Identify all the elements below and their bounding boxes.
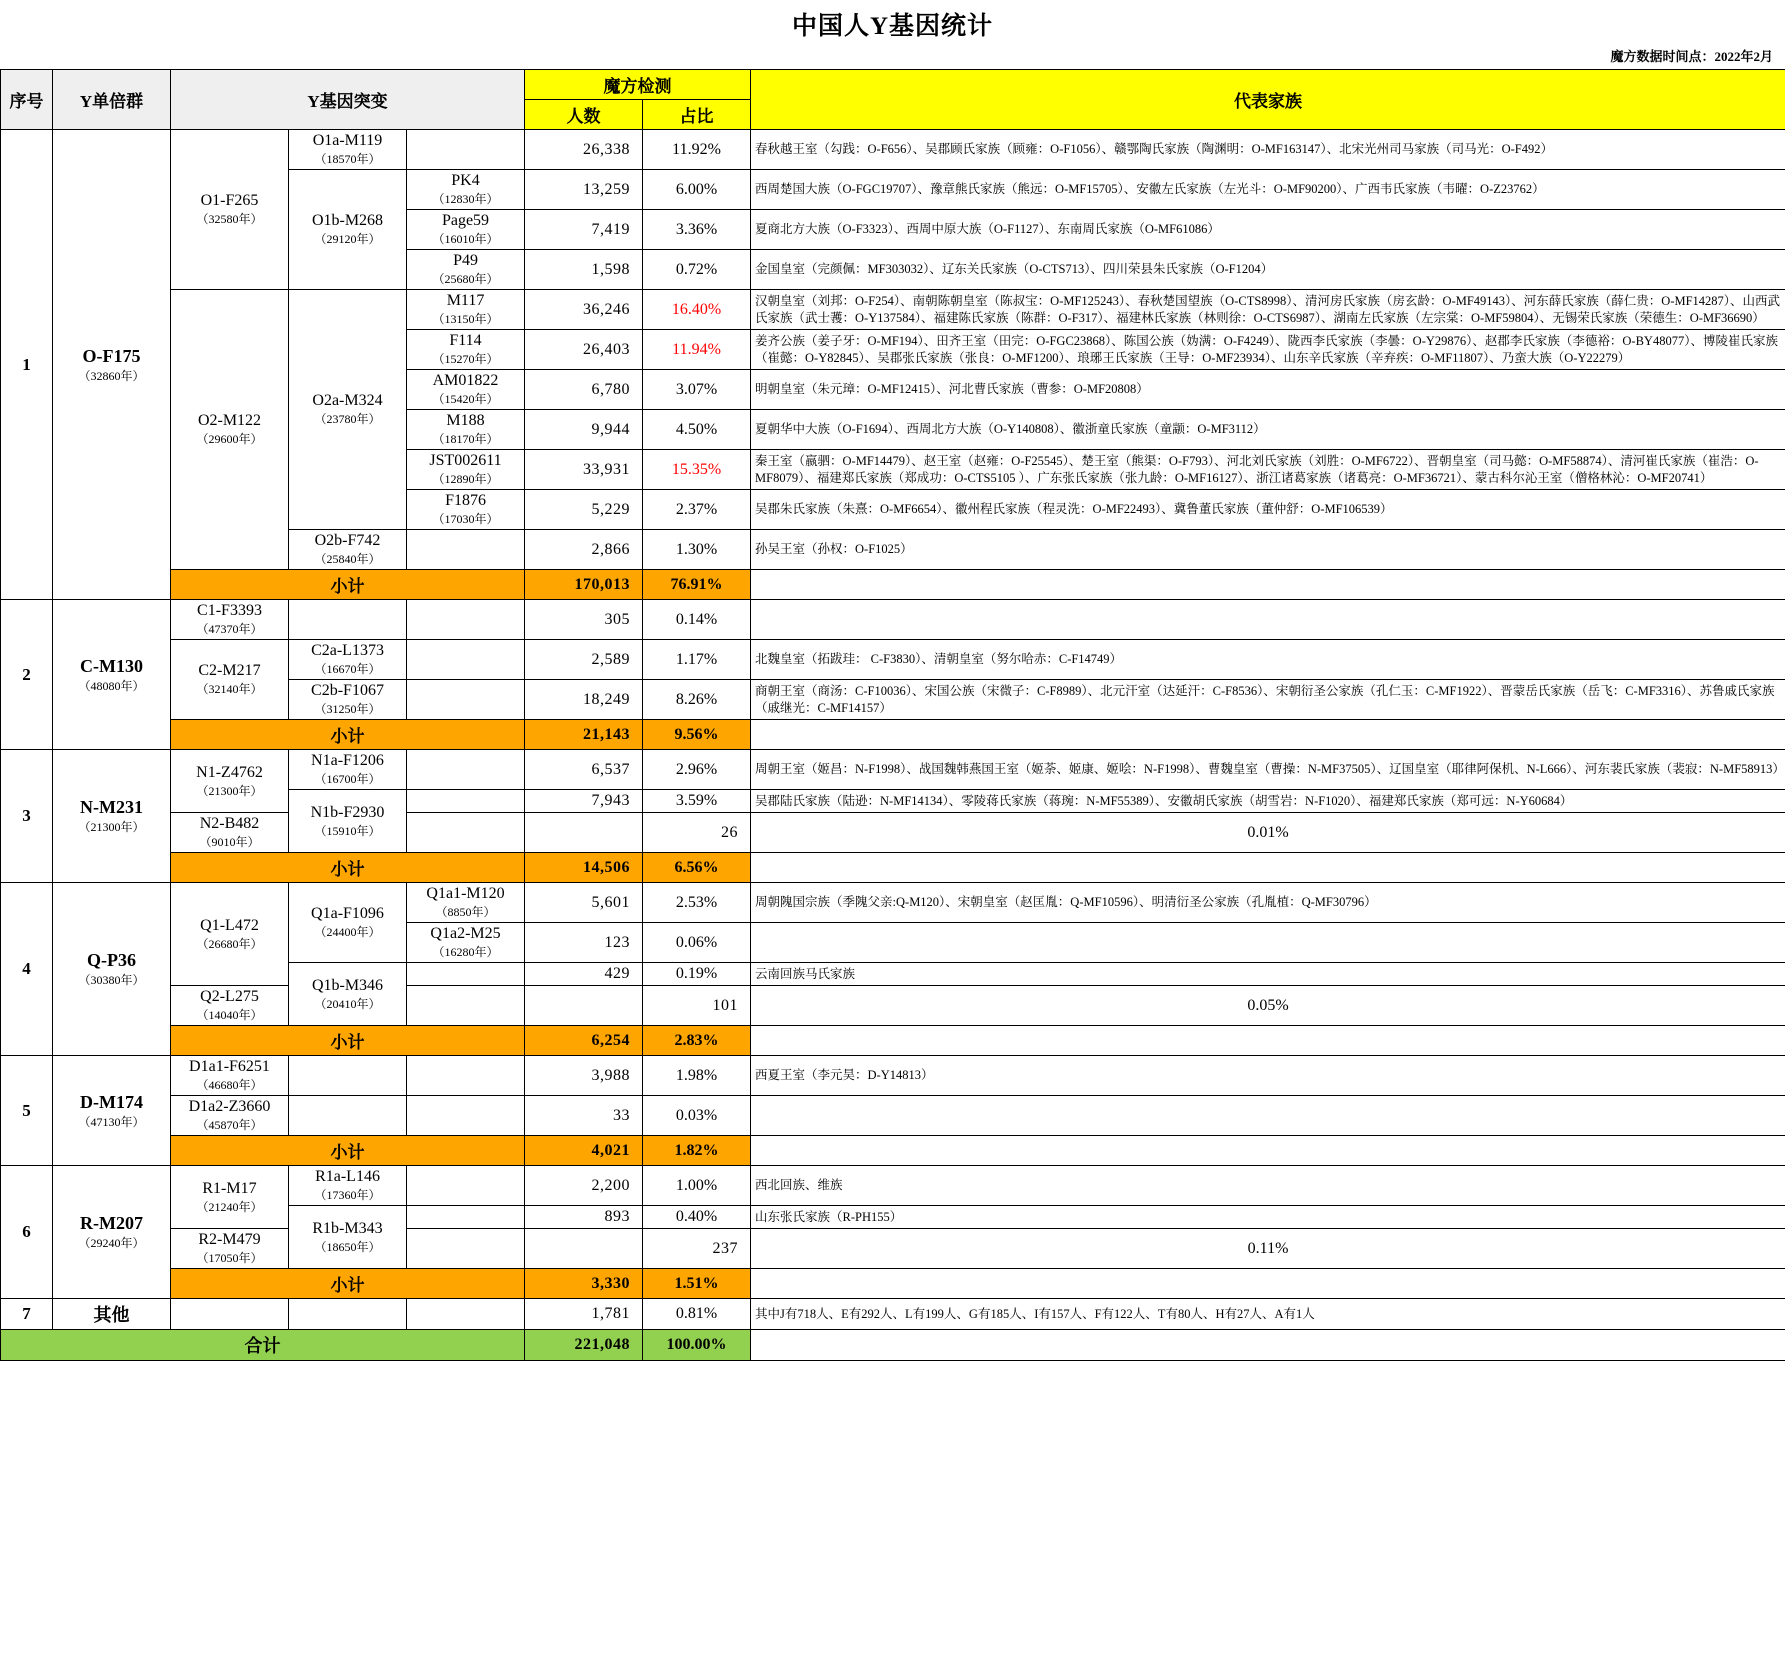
detect-count: 26,403 xyxy=(525,330,643,370)
mutation-cell-m2 xyxy=(289,963,407,1026)
table-row xyxy=(1,813,1785,853)
representative-families: 春秋越王室（勾践：O-F656）、吴郡顾氏家族（顾雍：O-F1056）、赣鄂陶氏家族（陶渊明：O-MF163147）、北宋光州司马家族（司马光：O-F492） xyxy=(751,130,1785,170)
mutation-cell-m1 xyxy=(171,1229,289,1269)
subtotal-count: 3,330 xyxy=(525,1269,643,1299)
detect-count: 18,249 xyxy=(525,680,643,720)
subtotal-spacer xyxy=(751,1269,1785,1299)
representative-families: 夏商北方大族（O-F3323）、西周中原大族（O-F1127）、东南周氏家族（O-MF61086） xyxy=(751,210,1785,250)
detect-ratio: 1.98% xyxy=(643,1056,751,1096)
mutation-label: O2a-M324 xyxy=(312,392,383,409)
mutation-label: Q1-L472 xyxy=(200,916,259,934)
detect-ratio: 6.00% xyxy=(643,170,751,210)
mutation-label: R1a-L146 xyxy=(315,1168,380,1185)
row-sequence: 5 xyxy=(1,1056,53,1166)
detect-count: 123 xyxy=(525,923,643,963)
mutation-age: （9010年） xyxy=(199,835,260,849)
representative-families: 金国皇室（完颜佩：MF303032）、辽东关氏家族（O-CTS713）、四川荣县朱氏家族（O-F1204） xyxy=(751,250,1785,290)
mutation-age: （17050年） xyxy=(196,1251,263,1265)
mutation-label: O2-M122 xyxy=(197,412,262,429)
detect-ratio: 2.96% xyxy=(643,750,751,790)
mutation-cell-m3 xyxy=(525,986,643,1026)
mutation-cell-m3 xyxy=(407,963,525,986)
detect-ratio: 0.01% xyxy=(751,813,1785,853)
representative-families: 汉朝皇室（刘邦：O-F254）、南朝陈朝皇室（陈叔宝：O-MF125243）、春秋楚国望族（O-CTS8998）、清河房氏家族（房玄龄：O-MF49143）、河东薛氏家族（薛仁贵：O-MF14287）、山西武氏家族（武士彟：O-Y137584）、福建陈氏家族（陈群：O-F317）、福建林氏家族（林则徐：O-CTS6987）、湖南左氏家族（左宗棠：O-MF59804）、无锡荣氏家族（荣德生：O-MF36690） xyxy=(751,290,1785,330)
mutation-cell-m3 xyxy=(407,680,525,720)
mutation-cell-m1 xyxy=(171,1096,289,1136)
detect-ratio: 0.40% xyxy=(643,1206,751,1229)
haplogroup-cell xyxy=(53,1056,171,1166)
mutation-cell-m3 xyxy=(407,883,525,923)
haplogroup-cell xyxy=(53,883,171,1056)
representative-families xyxy=(751,923,1785,963)
mutation-age: （16010年） xyxy=(432,232,499,246)
mutation-age: （25680年） xyxy=(432,272,499,286)
detect-count: 7,419 xyxy=(525,210,643,250)
representative-families: 姜齐公族（姜子牙：O-MF194）、田齐王室（田完：O-FGC23868）、陈国公族（妫满：O-F4249）、陇西李氏家族（李曇：O-Y29876）、赵郡李氏家族（李德裕：O-BY48077）、博陵崔氏家族（崔懿：O-Y82845）、吴郡张氏家族（张良：O-MF1200）、琅琊王氏家族（王导：O-MF23934）、山东辛氏家族（辛弃疾：O-MF11807）、乃蛮大族（O-Y22279） xyxy=(751,330,1785,370)
mutation-age: （46680年） xyxy=(196,1078,263,1092)
mutation-age: （17030年） xyxy=(432,512,499,526)
mutation-age: （15910年） xyxy=(314,823,381,838)
mutation-cell-m2 xyxy=(289,600,407,640)
detect-ratio: 16.40% xyxy=(643,290,751,330)
mutation-cell-m3 xyxy=(407,490,525,530)
mutation-age: （14040年） xyxy=(196,1008,263,1022)
detect-ratio: 2.53% xyxy=(643,883,751,923)
mutation-label: D1a2-Z3660 xyxy=(188,1098,271,1115)
mutation-label: D1a1-F6251 xyxy=(189,1058,270,1075)
representative-families: 西夏王室（李元昊：D-Y14813） xyxy=(751,1056,1785,1096)
subtotal-label: 小计 xyxy=(171,1136,525,1166)
mutation-age: （17360年） xyxy=(314,1188,381,1202)
y-haplogroup-table xyxy=(0,69,1785,1361)
mutation-label: Page59 xyxy=(441,212,490,229)
detect-ratio: 4.50% xyxy=(643,410,751,450)
mutation-cell-m3 xyxy=(407,530,525,570)
mutation-cell-m2 xyxy=(289,130,407,170)
subtotal-row xyxy=(1,570,1785,600)
mutation-cell-m1 xyxy=(171,130,289,290)
mutation-cell-m3 xyxy=(407,370,525,410)
row-sequence: 4 xyxy=(1,883,53,1056)
subtotal-label: 小计 xyxy=(171,853,525,883)
mutation-cell-m2 xyxy=(289,640,407,680)
representative-families: 其中J有718人、E有292人、L有199人、G有185人、I有157人、F有122人、T有80人、H有27人、A有1人 xyxy=(751,1299,1785,1330)
mutation-cell-m3 xyxy=(407,640,525,680)
detect-count: 7,943 xyxy=(525,790,643,813)
subtotal-row xyxy=(1,720,1785,750)
detect-ratio: 2.37% xyxy=(643,490,751,530)
mutation-cell-m3 xyxy=(407,1206,525,1229)
mutation-label: R1b-M343 xyxy=(312,1219,383,1237)
mutation-cell-m1 xyxy=(171,1166,289,1229)
mutation-cell-m2 xyxy=(289,1056,407,1096)
mutation-label: N1-Z4762 xyxy=(196,763,263,781)
total-ratio: 100.00% xyxy=(643,1330,751,1361)
table-row xyxy=(1,986,1785,1026)
mutation-label: R1-M17 xyxy=(202,1179,257,1197)
mutation-cell-m2 xyxy=(289,290,407,530)
mutation-cell-m2 xyxy=(289,883,407,963)
mutation-label: Q1a-F1096 xyxy=(311,905,384,922)
haplogroup-age: （29240年） xyxy=(78,1236,145,1250)
subtotal-row xyxy=(1,1269,1785,1299)
representative-families: 西周楚国大族（O-FGC19707）、豫章熊氏家族（熊远：O-MF15705）、安徽左氏家族（左光斗：O-MF90200）、广西韦氏家族（韦曜：O-Z23762） xyxy=(751,170,1785,210)
mutation-cell-m2 xyxy=(289,1299,407,1330)
mutation-label: Q1a2-M25 xyxy=(430,925,501,942)
page-title: 中国人Y基因统计 xyxy=(791,13,994,40)
mutation-label: O1-F265 xyxy=(200,192,259,209)
subtotal-ratio: 1.82% xyxy=(643,1136,751,1166)
mutation-cell-m3 xyxy=(407,600,525,640)
mutation-cell-m2 xyxy=(407,986,525,1026)
mutation-label: C2a-L1373 xyxy=(311,642,384,659)
col-detect: 魔方检测 xyxy=(525,70,751,100)
mutation-label: F114 xyxy=(449,332,482,349)
mutation-age: （8850年） xyxy=(435,905,496,919)
haplogroup-label: R-M207 xyxy=(80,1213,143,1233)
mutation-cell-m3 xyxy=(407,750,525,790)
mutation-cell-m2 xyxy=(289,170,407,290)
haplogroup-cell xyxy=(53,600,171,750)
mutation-label: N1a-F1206 xyxy=(311,752,384,769)
mutation-label: O1a-M119 xyxy=(312,132,383,149)
table-row xyxy=(1,600,1785,640)
subtotal-ratio: 6.56% xyxy=(643,853,751,883)
subtotal-label: 小计 xyxy=(171,570,525,600)
subtotal-ratio: 1.51% xyxy=(643,1269,751,1299)
table-header xyxy=(1,70,1785,130)
representative-families: 山东张氏家族（R-PH155） xyxy=(751,1206,1785,1229)
subtotal-spacer xyxy=(751,570,1785,600)
mutation-age: （18650年） xyxy=(314,1239,381,1254)
detect-count: 26 xyxy=(643,813,751,853)
mutation-cell-m3 xyxy=(407,923,525,963)
subtotal-count: 170,013 xyxy=(525,570,643,600)
detect-ratio: 3.07% xyxy=(643,370,751,410)
representative-families: 吴郡陆氏家族（陆逊：N-MF14134）、零陵蒋氏家族（蒋琬：N-MF55389）、安徽胡氏家族（胡雪岩：N-F1020）、福建郑氏家族（郑可远：N-Y60684） xyxy=(751,790,1785,813)
mutation-age: （18570年） xyxy=(314,152,381,166)
haplogroup-label: Q-P36 xyxy=(87,950,136,970)
row-sequence: 6 xyxy=(1,1166,53,1299)
mutation-age: （16700年） xyxy=(314,772,381,786)
row-sequence: 1 xyxy=(1,130,53,600)
subtotal-spacer xyxy=(751,720,1785,750)
mutation-age: （47370年） xyxy=(196,622,263,636)
mutation-cell-m3 xyxy=(407,210,525,250)
mutation-label: PK4 xyxy=(451,172,480,189)
haplogroup-label: O-F175 xyxy=(82,345,141,366)
mutation-cell-m3 xyxy=(407,290,525,330)
detect-count: 2,866 xyxy=(525,530,643,570)
haplogroup-cell xyxy=(53,750,171,883)
mutation-cell-m1 xyxy=(171,750,289,813)
mutation-age: （18170年） xyxy=(432,432,499,446)
haplogroup-label: D-M174 xyxy=(80,1091,143,1112)
mutation-age: （32580年） xyxy=(196,212,263,226)
mutation-cell-m3 xyxy=(407,330,525,370)
table-row xyxy=(1,1096,1785,1136)
total-row xyxy=(1,1330,1785,1361)
mutation-age: （20410年） xyxy=(314,996,381,1011)
detect-count: 2,200 xyxy=(525,1166,643,1206)
mutation-cell-m2 xyxy=(289,680,407,720)
detect-ratio: 1.30% xyxy=(643,530,751,570)
mutation-cell-m3 xyxy=(407,1096,525,1136)
haplogroup-age: （21300年） xyxy=(78,820,145,834)
mutation-label: JST002611 xyxy=(429,452,502,469)
mutation-label: P49 xyxy=(453,252,478,269)
mutation-cell-m2 xyxy=(289,790,407,853)
detect-count: 429 xyxy=(525,963,643,986)
col-mutation: Y基因突变 xyxy=(171,70,525,130)
subtotal-count: 21,143 xyxy=(525,720,643,750)
mutation-label: Q2-L275 xyxy=(200,988,259,1005)
detect-count: 9,944 xyxy=(525,410,643,450)
table-row xyxy=(1,1229,1785,1269)
detect-count: 5,601 xyxy=(525,883,643,923)
col-families: 代表家族 xyxy=(751,70,1785,130)
detect-count: 101 xyxy=(643,986,751,1026)
haplogroup-age: （32860年） xyxy=(78,368,145,383)
mutation-age: （29120年） xyxy=(314,232,381,246)
representative-families: 商朝王室（商汤：C-F10036）、宋国公族（宋微子：C-F8989）、北元汗室（达延汗：C-F8536）、宋朝衍圣公家族（孔仁玉：C-MF1922）、晋蒙岳氏家族（岳飞：C-MF3316）、苏鲁戚氏家族（戚继光：C-MF14157） xyxy=(751,680,1785,720)
subtotal-row xyxy=(1,853,1785,883)
subtotal-row xyxy=(1,1026,1785,1056)
row-sequence: 3 xyxy=(1,750,53,883)
table-row xyxy=(1,750,1785,790)
total-count: 221,048 xyxy=(525,1330,643,1361)
mutation-cell-m3 xyxy=(407,1299,525,1330)
mutation-cell-m3 xyxy=(407,250,525,290)
detect-count: 6,537 xyxy=(525,750,643,790)
detect-count: 893 xyxy=(525,1206,643,1229)
mutation-cell-m2 xyxy=(289,1096,407,1136)
col-seq: 序号 xyxy=(1,70,53,130)
mutation-cell-m2 xyxy=(289,750,407,790)
detect-count: 1,598 xyxy=(525,250,643,290)
representative-families: 周朝王室（姬昌：N-F1998）、战国魏韩燕国王室（姬荼、姬康、姬哙：N-F1998）、曹魏皇室（曹操：N-MF37505）、辽国皇室（耶律阿保机、N-L666）、河东裴氏家族（裴寂：N-MF58913） xyxy=(751,750,1785,790)
representative-families: 孙吴王室（孙权：O-F1025） xyxy=(751,530,1785,570)
detect-count: 305 xyxy=(525,600,643,640)
mutation-label: O2b-F742 xyxy=(314,532,381,549)
total-label: 合计 xyxy=(1,1330,525,1361)
subtotal-spacer xyxy=(751,853,1785,883)
representative-families: 西北回族、维族 xyxy=(751,1166,1785,1206)
detect-ratio: 11.94% xyxy=(643,330,751,370)
detect-count: 33 xyxy=(525,1096,643,1136)
mutation-age: （26680年） xyxy=(196,936,263,951)
subtotal-count: 6,254 xyxy=(525,1026,643,1056)
detect-ratio: 11.92% xyxy=(643,130,751,170)
subtotal-label: 小计 xyxy=(171,720,525,750)
detect-count: 3,988 xyxy=(525,1056,643,1096)
haplogroup-age: （48080年） xyxy=(78,678,145,693)
detect-ratio: 3.59% xyxy=(643,790,751,813)
detect-ratio: 1.17% xyxy=(643,640,751,680)
mutation-age: （25840年） xyxy=(314,552,381,566)
subtotal-ratio: 76.91% xyxy=(643,570,751,600)
mutation-label: N1b-F2930 xyxy=(310,803,385,821)
detect-count: 36,246 xyxy=(525,290,643,330)
mutation-cell-m1 xyxy=(171,883,289,986)
detect-count: 33,931 xyxy=(525,450,643,490)
mutation-label: N2-B482 xyxy=(199,815,260,832)
mutation-cell-m2 xyxy=(289,530,407,570)
mutation-age: （31250年） xyxy=(314,702,381,716)
representative-families xyxy=(751,600,1785,640)
subtotal-spacer xyxy=(751,1026,1785,1056)
mutation-label: AM01822 xyxy=(432,372,499,389)
detect-count: 1,781 xyxy=(525,1299,643,1330)
mutation-label: C2-M217 xyxy=(198,662,261,679)
mutation-cell-m1 xyxy=(171,600,289,640)
representative-families xyxy=(751,1096,1785,1136)
subtotal-label: 小计 xyxy=(171,1269,525,1299)
mutation-cell-m1 xyxy=(171,1299,289,1330)
detect-ratio: 8.26% xyxy=(643,680,751,720)
detect-ratio: 0.14% xyxy=(643,600,751,640)
mutation-cell-m1 xyxy=(171,640,289,720)
detect-ratio: 1.00% xyxy=(643,1166,751,1206)
mutation-cell-m3 xyxy=(407,410,525,450)
mutation-cell-m3 xyxy=(407,1056,525,1096)
mutation-cell-m1 xyxy=(171,986,289,1026)
table-body xyxy=(1,130,1785,1361)
representative-families: 周朝隗国宗族（季隗父亲:Q-M120）、宋朝皇室（赵匡胤：Q-MF10596）、明清衍圣公家族（孔胤植：Q-MF30796） xyxy=(751,883,1785,923)
mutation-age: （12890年） xyxy=(432,472,499,486)
detect-count: 5,229 xyxy=(525,490,643,530)
representative-families: 秦王室（嬴驷：O-MF14479）、赵王室（赵雍：O-F25545）、楚王室（熊渠：O-F793）、河北刘氏家族（刘胜：O-MF6722）、晋朝皇室（司马懿：O-MF58874）、清河崔氏家族（崔浩：O-MF8079）、福建郑氏家族（郑成功：O-CTS5105 ）、广东张氏家族（张九龄：O-MF16127）、浙江诸葛家族（诸葛亮：O-MF36721）、蒙古科尔沁王室（僧格林沁：O-MF20741） xyxy=(751,450,1785,490)
detect-ratio: 3.36% xyxy=(643,210,751,250)
col-haplogroup: Y单倍群 xyxy=(53,70,171,130)
mutation-age: （29600年） xyxy=(196,432,263,446)
representative-families: 云南回族马氏家族 xyxy=(751,963,1785,986)
representative-families: 夏朝华中大族（O-F1694）、西周北方大族（O-Y140808）、徽浙童氏家族（童颛：O-MF3112） xyxy=(751,410,1785,450)
detect-ratio: 0.81% xyxy=(643,1299,751,1330)
mutation-label: Q1a1-M120 xyxy=(426,885,505,902)
table-row xyxy=(1,1056,1785,1096)
total-spacer xyxy=(751,1330,1785,1361)
table-row xyxy=(1,130,1785,170)
subtotal-ratio: 2.83% xyxy=(643,1026,751,1056)
mutation-cell-m1 xyxy=(171,290,289,570)
mutation-label: F1876 xyxy=(445,492,486,509)
detect-ratio: 0.11% xyxy=(751,1229,1785,1269)
representative-families: 吴郡朱氏家族（朱熹：O-MF6654）、徽州程氏家族（程灵洗：O-MF22493）、冀鲁董氏家族（董仲舒：O-MF106539） xyxy=(751,490,1785,530)
haplogroup-cell xyxy=(53,1299,171,1330)
haplogroup-label: C-M130 xyxy=(80,655,143,676)
mutation-age: （32140年） xyxy=(196,682,263,696)
mutation-cell-m1 xyxy=(171,1056,289,1096)
detect-count: 6,780 xyxy=(525,370,643,410)
mutation-age: （24400年） xyxy=(314,925,381,939)
subtotal-spacer xyxy=(751,1136,1785,1166)
mutation-age: （23780年） xyxy=(314,412,381,426)
table-row xyxy=(1,1166,1785,1206)
mutation-cell-m3 xyxy=(407,1166,525,1206)
mutation-label: O1b-M268 xyxy=(311,212,384,229)
mutation-age: （21240年） xyxy=(196,1199,263,1214)
mutation-age: （15270年） xyxy=(432,352,499,366)
mutation-age: （16670年） xyxy=(314,662,381,676)
subtotal-label: 小计 xyxy=(171,1026,525,1056)
representative-families: 北魏皇室（拓跋珪： C-F3830）、清朝皇室（努尔哈赤：C-F14749） xyxy=(751,640,1785,680)
detect-count: 2,589 xyxy=(525,640,643,680)
detect-ratio: 0.05% xyxy=(751,986,1785,1026)
mutation-cell-m2 xyxy=(289,1166,407,1206)
detect-ratio: 0.06% xyxy=(643,923,751,963)
row-sequence: 7 xyxy=(1,1299,53,1330)
mutation-cell-m2 xyxy=(407,1229,525,1269)
detect-count: 237 xyxy=(643,1229,751,1269)
mutation-age: （45870年） xyxy=(196,1118,263,1132)
haplogroup-cell xyxy=(53,130,171,600)
mutation-cell-m2 xyxy=(289,1206,407,1269)
haplogroup-age: （47130年） xyxy=(78,1114,145,1129)
table-row xyxy=(1,1299,1785,1330)
mutation-label: M188 xyxy=(446,412,485,429)
mutation-label: M117 xyxy=(446,292,485,309)
mutation-label: R2-M479 xyxy=(198,1231,261,1248)
data-timestamp: 魔方数据时间点：2022年2月 xyxy=(1610,49,1773,64)
mutation-age: （12830年） xyxy=(432,192,499,206)
mutation-cell-m3 xyxy=(407,450,525,490)
row-sequence: 2 xyxy=(1,600,53,750)
detect-ratio: 15.35% xyxy=(643,450,751,490)
mutation-cell-m3 xyxy=(407,130,525,170)
subtotal-count: 14,506 xyxy=(525,853,643,883)
mutation-cell-m3 xyxy=(525,1229,643,1269)
mutation-age: （21300年） xyxy=(196,783,263,798)
subtotal-ratio: 9.56% xyxy=(643,720,751,750)
mutation-label: Q1b-M346 xyxy=(311,976,384,994)
representative-families: 明朝皇室（朱元璋：O-MF12415）、河北曹氏家族（曹参：O-MF20808） xyxy=(751,370,1785,410)
mutation-cell-m1 xyxy=(171,813,289,853)
detect-ratio: 0.19% xyxy=(643,963,751,986)
haplogroup-age: （30380年） xyxy=(78,973,145,987)
haplogroup-label: N-M231 xyxy=(80,797,143,817)
mutation-cell-m3 xyxy=(525,813,643,853)
mutation-label: C1-F3393 xyxy=(197,602,262,619)
subtotal-count: 4,021 xyxy=(525,1136,643,1166)
detect-ratio: 0.72% xyxy=(643,250,751,290)
detect-ratio: 0.03% xyxy=(643,1096,751,1136)
mutation-age: （15420年） xyxy=(432,392,499,406)
table-row xyxy=(1,640,1785,680)
mutation-label: C2b-F1067 xyxy=(311,682,384,699)
subtotal-row xyxy=(1,1136,1785,1166)
mutation-cell-m3 xyxy=(407,170,525,210)
haplogroup-label: 其他 xyxy=(93,1305,130,1325)
mutation-cell-m2 xyxy=(407,813,525,853)
detect-count: 13,259 xyxy=(525,170,643,210)
col-count: 人数 xyxy=(525,100,643,130)
detect-count: 26,338 xyxy=(525,130,643,170)
mutation-cell-m3 xyxy=(407,790,525,813)
table-row xyxy=(1,290,1785,330)
mutation-age: （13150年） xyxy=(432,312,499,326)
col-ratio: 占比 xyxy=(643,100,751,130)
table-row xyxy=(1,883,1785,923)
haplogroup-cell xyxy=(53,1166,171,1299)
mutation-age: （16280年） xyxy=(432,945,499,959)
